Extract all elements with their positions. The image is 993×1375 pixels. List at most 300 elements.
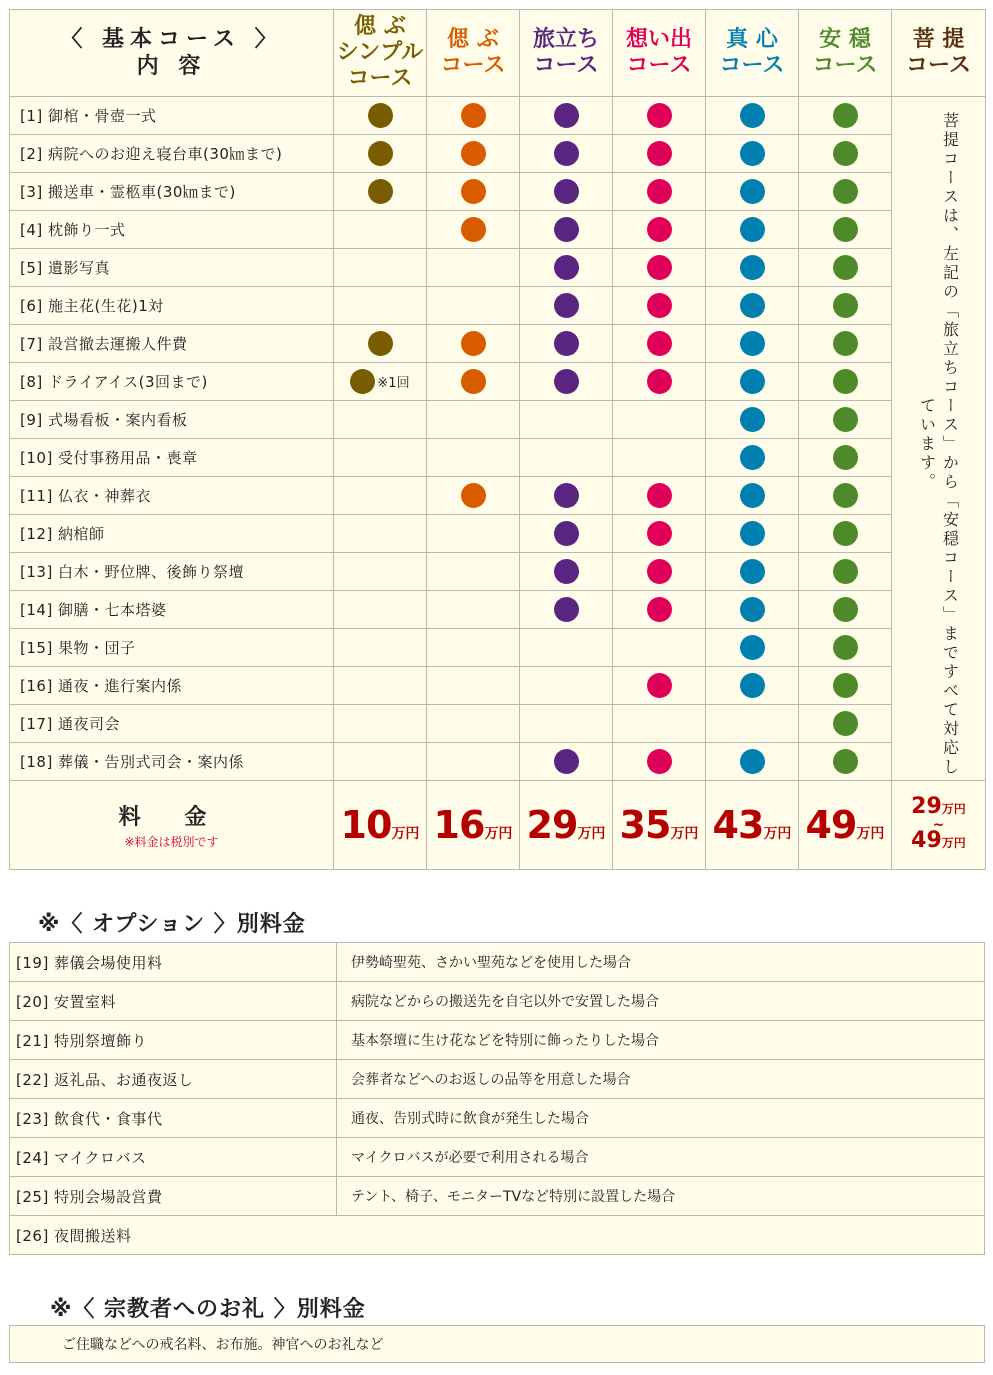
table-row [10,97,986,135]
item-label: [11] 仏衣・神葬衣 [10,477,334,515]
price-value: 29 [526,803,578,847]
item-label: [6] 施主花(生花)1対 [10,287,334,325]
option-label: [19] 葬儀会場使用料 [10,943,337,982]
table-row [10,515,986,553]
price-unit: 万円 [577,826,606,842]
included-dot-icon [833,711,858,736]
mark-cell [334,629,427,667]
table-row [10,1326,985,1363]
mark-cell [799,705,892,743]
table-title [10,10,334,97]
table-row [10,943,985,982]
course-name: 安 穏 [819,27,871,52]
mark-cell [613,743,706,781]
mark-cell [706,363,799,401]
included-dot-icon [740,407,765,432]
mark-cell [334,173,427,211]
option-description: 基本祭壇に生け花などを特別に飾ったりした場合 [337,1021,985,1060]
option-description: 通夜、告別式時に飲食が発生した場合 [337,1099,985,1138]
mark-cell [520,211,613,249]
mark-cell [613,477,706,515]
included-dot-icon [461,103,486,128]
included-dot-icon [368,179,393,204]
included-dot-icon [740,141,765,166]
table-row [10,591,986,629]
options-table [9,942,985,1255]
course-header-shinobu-simple [334,10,427,97]
included-dot-icon [740,217,765,242]
mark-cell [706,553,799,591]
mark-cell [706,667,799,705]
option-label: [23] 飲食代・食事代 [10,1099,337,1138]
mark-cell [334,97,427,135]
included-dot-icon [554,217,579,242]
course-suffix: コース [906,53,971,78]
table-row [10,743,986,781]
mark-cell [334,553,427,591]
table-row [10,1216,985,1255]
included-dot-icon [740,369,765,394]
price-unit: 万円 [941,836,966,850]
option-label: [24] マイクロバス [10,1138,337,1177]
included-dot-icon [554,483,579,508]
mark-cell [334,591,427,629]
price-cell [520,781,613,870]
table-row [10,982,985,1021]
mark-cell [706,249,799,287]
mark-cell [613,667,706,705]
mark-cell [427,325,520,363]
table-row [10,249,986,287]
mark-cell [520,173,613,211]
option-label: [22] 返礼品、お通夜返し [10,1060,337,1099]
included-dot-icon [740,521,765,546]
course-name: 想い出 [625,27,692,52]
mark-cell [706,705,799,743]
included-dot-icon [647,749,672,774]
item-label: [18] 葬儀・告別式司会・案内係 [10,743,334,781]
included-dot-icon [461,217,486,242]
mark-cell [799,553,892,591]
price-range-to: 49 [911,828,942,853]
mark-cell [334,667,427,705]
mark-cell [706,591,799,629]
table-row [10,553,986,591]
mark-cell [706,97,799,135]
mark-cell [799,439,892,477]
included-dot-icon [647,521,672,546]
item-label: [5] 遺影写真 [10,249,334,287]
mark-cell [427,173,520,211]
option-label: [21] 特別祭壇飾り [10,1021,337,1060]
mark-cell [799,515,892,553]
mark-cell [334,287,427,325]
included-dot-icon [461,141,486,166]
mark-cell [799,287,892,325]
mark-cell [706,173,799,211]
included-dot-icon [833,559,858,584]
mark-cell [799,477,892,515]
item-label: [3] 搬送車・霊柩車(30㎞まで) [10,173,334,211]
included-dot-icon [740,597,765,622]
mark-cell [334,477,427,515]
mark-cell [427,591,520,629]
mark-cell [613,515,706,553]
price-value: 49 [805,803,857,847]
included-dot-icon [740,179,765,204]
mark-cell [427,249,520,287]
mark-cell [520,629,613,667]
price-cell [706,781,799,870]
course-suffix: コース [812,53,878,78]
option-description: マイクロバスが必要で利用される場合 [337,1138,985,1177]
course-header-magokoro [706,10,799,97]
table-row [10,401,986,439]
mark-cell [799,173,892,211]
included-dot-icon [833,331,858,356]
table-row [10,705,986,743]
included-dot-icon [833,369,858,394]
mark-cell [427,629,520,667]
mark-cell [613,705,706,743]
included-dot-icon [740,673,765,698]
included-dot-icon [833,597,858,622]
item-label: [7] 設営撤去運搬人件費 [10,325,334,363]
item-label: [1] 御棺・骨壺一式 [10,97,334,135]
included-dot-icon [368,103,393,128]
included-dot-icon [647,255,672,280]
religious-text: ご住職などへの戒名料、お布施。神官へのお礼など [10,1326,985,1363]
mark-cell [799,211,892,249]
price-cell [427,781,520,870]
mark-cell [334,705,427,743]
item-label: [14] 御膳・七本塔婆 [10,591,334,629]
mark-cell [334,515,427,553]
included-dot-icon [647,483,672,508]
table-row [10,1177,985,1216]
table-row [10,173,986,211]
mark-cell [520,439,613,477]
mark-cell [706,743,799,781]
mark-cell [334,439,427,477]
option-label: [26] 夜間搬送料 [10,1216,985,1255]
dot-note: ※1回 [377,376,410,391]
mark-cell [799,629,892,667]
table-row [10,325,986,363]
price-tax-note: ※料金は税別です [124,835,219,849]
course-name: 偲 ぶ [354,14,406,39]
included-dot-icon [554,141,579,166]
included-dot-icon [647,141,672,166]
included-dot-icon [740,749,765,774]
mark-cell [427,515,520,553]
mark-cell [520,287,613,325]
mark-cell [706,135,799,173]
mark-cell [520,477,613,515]
mark-cell [520,363,613,401]
price-unit: 万円 [670,826,699,842]
included-dot-icon [368,141,393,166]
mark-cell [799,325,892,363]
included-dot-icon [647,369,672,394]
included-dot-icon [554,255,579,280]
included-dot-icon [833,521,858,546]
course-header-omoide [613,10,706,97]
mark-cell [706,325,799,363]
price-unit: 万円 [763,826,792,842]
price-row [10,781,986,870]
option-description: 会葬者などへのお返しの品等を用意した場合 [337,1060,985,1099]
mark-cell [613,135,706,173]
table-row [10,135,986,173]
mark-cell [706,477,799,515]
mark-cell [706,439,799,477]
included-dot-icon [833,293,858,318]
included-dot-icon [740,635,765,660]
table-row [10,1021,985,1060]
course-suffix: コース [533,53,599,78]
included-dot-icon [554,369,579,394]
mark-cell [520,97,613,135]
mark-cell [613,211,706,249]
option-label: [25] 特別会場設営費 [10,1177,337,1216]
price-cell [334,781,427,870]
table-row [10,211,986,249]
mark-cell [613,325,706,363]
included-dot-icon [350,369,375,394]
included-dot-icon [554,331,579,356]
bodai-note-cell [892,97,986,781]
included-dot-icon [647,179,672,204]
included-dot-icon [833,673,858,698]
included-dot-icon [833,407,858,432]
item-label: [8] ドライアイス(3回まで) [10,363,334,401]
included-dot-icon [833,749,858,774]
included-dot-icon [833,103,858,128]
included-dot-icon [554,293,579,318]
included-dot-icon [647,673,672,698]
mark-cell [613,173,706,211]
mark-cell [334,363,427,401]
included-dot-icon [647,331,672,356]
mark-cell [613,249,706,287]
mark-cell [427,97,520,135]
mark-cell [706,515,799,553]
included-dot-icon [740,559,765,584]
course-suffix: コース [347,66,413,91]
included-dot-icon [554,103,579,128]
option-description: 病院などからの搬送先を自宅以外で安置した場合 [337,982,985,1021]
mark-cell [799,97,892,135]
included-dot-icon [647,293,672,318]
included-dot-icon [554,179,579,204]
price-range-tilde: ~ [932,817,945,833]
course-name-sub: シンプル [336,40,424,65]
course-header-annon [799,10,892,97]
mark-cell [334,211,427,249]
included-dot-icon [647,559,672,584]
course-suffix: コース [440,53,506,78]
included-dot-icon [461,369,486,394]
price-label: 料 金 [118,805,225,830]
mark-cell [427,477,520,515]
mark-cell [520,135,613,173]
mark-cell [799,591,892,629]
price-range-cell [892,781,986,870]
mark-cell [613,553,706,591]
mark-cell [613,629,706,667]
mark-cell [427,705,520,743]
item-label: [15] 果物・団子 [10,629,334,667]
table-row [10,477,986,515]
course-name: 真 心 [726,27,778,52]
included-dot-icon [740,331,765,356]
included-dot-icon [833,141,858,166]
mark-cell [427,287,520,325]
mark-cell [799,401,892,439]
option-label: [20] 安置室料 [10,982,337,1021]
included-dot-icon [554,521,579,546]
header-row [10,10,986,97]
mark-cell [613,401,706,439]
religious-table [9,1325,985,1363]
table-row [10,439,986,477]
included-dot-icon [833,217,858,242]
price-cell [799,781,892,870]
table-row [10,667,986,705]
price-unit: 万円 [484,826,513,842]
mark-cell [613,97,706,135]
table-row [10,1138,985,1177]
mark-cell [799,135,892,173]
mark-cell [334,135,427,173]
mark-cell [520,705,613,743]
table-row [10,287,986,325]
mark-cell [427,135,520,173]
course-name: 菩 提 [912,27,965,52]
mark-cell [427,553,520,591]
price-cell [613,781,706,870]
options-title: ※〈 オプション 〉別料金 [38,912,306,937]
item-label: [10] 受付事務用品・喪章 [10,439,334,477]
table-title-line1: 〈 基本コース 〉 [60,27,283,52]
mark-cell [613,287,706,325]
mark-cell [520,249,613,287]
price-label-cell [10,781,334,870]
course-suffix: コース [626,53,692,78]
mark-cell [520,515,613,553]
mark-cell [334,401,427,439]
item-label: [4] 枕飾り一式 [10,211,334,249]
mark-cell [799,667,892,705]
mark-cell [427,363,520,401]
price-unit: 万円 [856,826,885,842]
course-name: 旅立ち [532,27,599,52]
mark-cell [334,743,427,781]
mark-cell [520,401,613,439]
included-dot-icon [833,483,858,508]
mark-cell [520,591,613,629]
mark-cell [334,325,427,363]
mark-cell [427,743,520,781]
mark-cell [613,439,706,477]
course-suffix: コース [719,53,785,78]
basic-course-table [9,9,986,870]
course-header-bodai [892,10,986,97]
mark-cell [706,629,799,667]
mark-cell [613,591,706,629]
mark-cell [520,325,613,363]
included-dot-icon [554,749,579,774]
included-dot-icon [647,103,672,128]
included-dot-icon [740,445,765,470]
price-value: 43 [712,803,764,847]
mark-cell [427,401,520,439]
course-header-shinobu [427,10,520,97]
table-row [10,629,986,667]
included-dot-icon [461,179,486,204]
table-title-line2: 内 容 [136,54,207,79]
table-row [10,363,986,401]
option-description: 伊勢崎聖苑、さかい聖苑などを使用した場合 [337,943,985,982]
included-dot-icon [740,103,765,128]
course-name: 偲 ぶ [447,27,499,52]
price-unit: 万円 [941,802,966,816]
religious-title: ※〈 宗教者へのお礼 〉別料金 [50,1297,366,1322]
mark-cell [706,211,799,249]
mark-cell [706,287,799,325]
mark-cell [334,249,427,287]
mark-cell [427,667,520,705]
bodai-note: 菩提コースは、左記の「旅立ちコース」から「安穏コース」まですべて対応しています。 [917,112,960,777]
mark-cell [520,743,613,781]
included-dot-icon [647,217,672,242]
included-dot-icon [740,255,765,280]
included-dot-icon [368,331,393,356]
item-label: [9] 式場看板・案内看板 [10,401,334,439]
option-description: テント、椅子、モニターTVなど特別に設置した場合 [337,1177,985,1216]
mark-cell [799,743,892,781]
price-value: 35 [619,803,671,847]
item-label: [12] 納棺師 [10,515,334,553]
included-dot-icon [461,483,486,508]
included-dot-icon [833,255,858,280]
mark-cell [520,553,613,591]
mark-cell [799,363,892,401]
mark-cell [427,439,520,477]
mark-cell [427,211,520,249]
included-dot-icon [740,483,765,508]
table-row [10,1060,985,1099]
mark-cell [613,363,706,401]
included-dot-icon [554,597,579,622]
included-dot-icon [461,331,486,356]
included-dot-icon [554,559,579,584]
mark-cell [799,249,892,287]
included-dot-icon [833,179,858,204]
mark-cell [706,401,799,439]
item-label: [16] 通夜・進行案内係 [10,667,334,705]
price-range-from: 29 [911,794,942,819]
item-label: [2] 病院へのお迎え寝台車(30㎞まで) [10,135,334,173]
price-value: 16 [433,803,485,847]
course-header-tabidachi [520,10,613,97]
item-label: [17] 通夜司会 [10,705,334,743]
included-dot-icon [833,445,858,470]
price-value: 10 [340,803,392,847]
included-dot-icon [833,635,858,660]
item-label: [13] 白木・野位牌、後飾り祭壇 [10,553,334,591]
